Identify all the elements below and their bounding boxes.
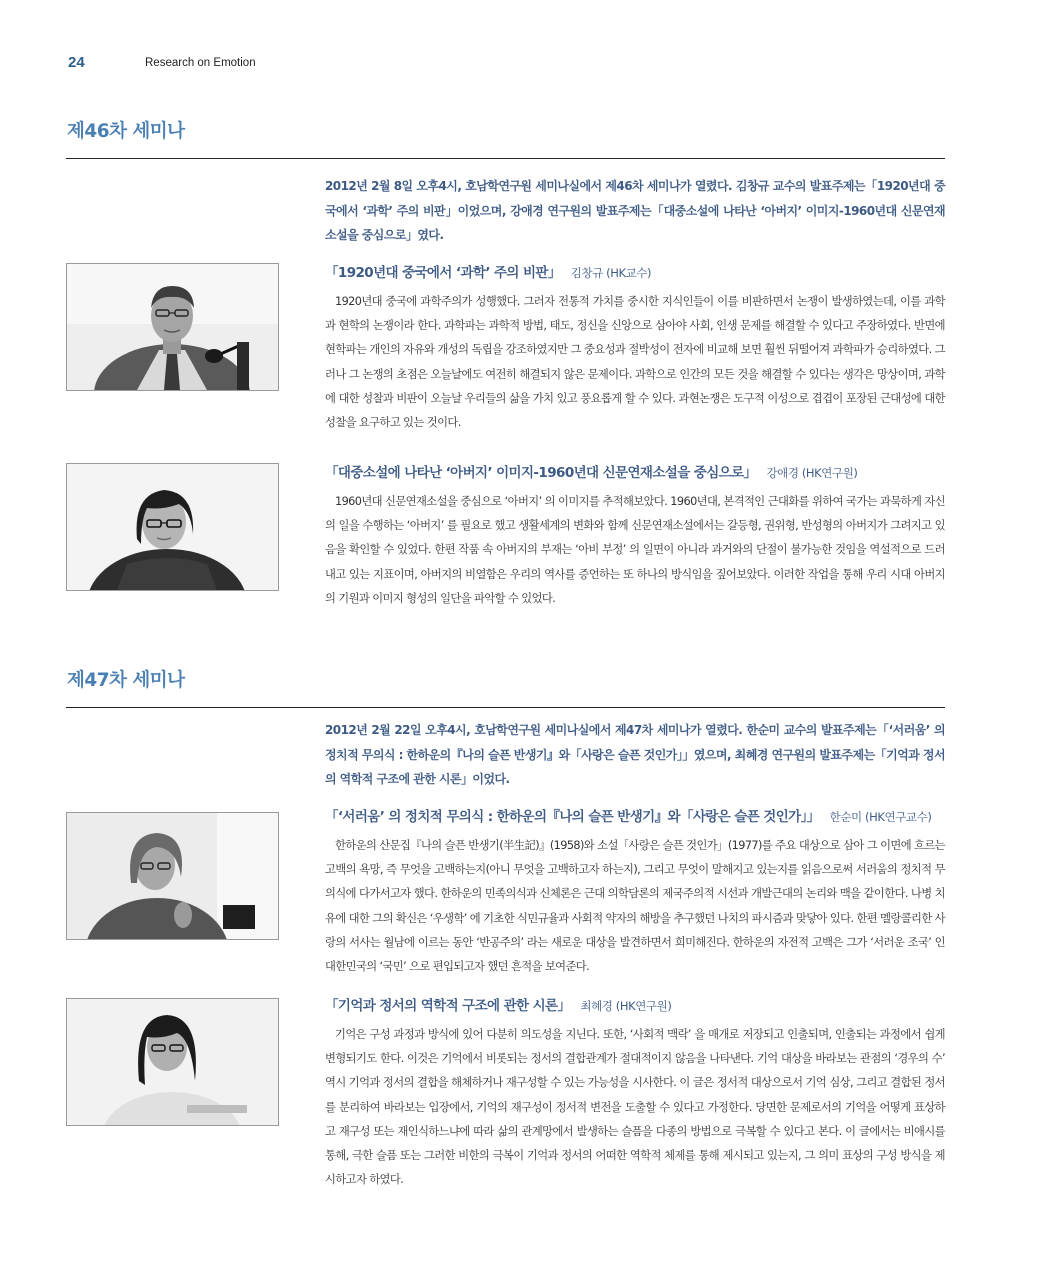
talk-title-text: 「기억과 정서의 역학적 구조에 관한 시론」: [325, 998, 571, 1014]
talk-speaker: 김창규 (HK교수): [570, 266, 652, 280]
talk-title: [325, 263, 955, 283]
talk-title-text: 「1920년대 중국에서 ‘과학’ 주의 비판」: [325, 265, 561, 281]
talk-abstract: 기억은 구성 과정과 방식에 있어 다분히 의도성을 지닌다. 또한, ‘사회적 맥락’ 을 매개로 저장되고 인출되며, 인출되는 과정에서 쉽게 변형되기도 한다. 이것은 기억에서 비롯되는 정서의 결합관계가 절대적이지 않음을 나타낸다. 기억 대상을 바라보는 관점의 ‘경우의 수’ 역시 기억과 정서의 결합을 해체하거나 재구성할 수 있는 가능성을 시사한다. 이 글은 정서적 대상으로서 기억 심상, 그리고 결합된 정서를 분리하여 바라보는 입장에서, 기억의 재구성이 정서적 변전을 도출할 수 있다고 가정한다. 당면한 문제로서의 기억을 어떻게 표상하고 재구성 또는 재인식하느냐에 따라 삶의 관계망에서 발생하는 슬픔을 다종의 방법으로 극복할 수 있다고 본다. 이 글에서는 비애시를 통해, 극한 슬픔 또는 그러한 비한의 극복이 기억과 정서의 어떠한 역학적 체제를 통해 제시되고 있는지, 그 의미 표상의 구성 방식을 제시하고자 하였다.: [325, 1028, 945, 1187]
portrait-woman-speaking-icon: [66, 812, 279, 940]
talk-abstract: 1960년대 신문연재소설을 중심으로 ‘아버지’ 의 이미지를 추적해보았다. 1960년대, 본격적인 근대화를 위하여 국가는 과묵하게 자신의 일을 수행하는 ‘아버지’ 를 필요로 했고 생활세계의 변화와 함께 신문연재소설에서는 갈등형, 권위형, 반성형의 아버지가 그려지고 있음을 확인할 수 있었다. 한편 작품 속 아버지의 부재는 ‘아비 부정’ 의 일면이 아니라 과거와의 단절이 불가능한 것임을 역설적으로 드러내고 있는 지표이며, 아버지의 비열함은 우리의 역사를 증언하는 또 하나의 방식임을 짚어보았다. 이러한 작업을 통해 우리 시대 아버지의 기원과 이미지 형성의 일단을 파악할 수 있었다.: [325, 495, 945, 605]
talk-title: [325, 807, 955, 827]
talk-speaker: 강애경 (HK연구원): [766, 466, 858, 480]
portrait-woman-with-glasses-icon: [66, 463, 279, 591]
talk-abstract: 한하운의 산문집『나의 슬픈 반생기(半生記)』(1958)와 소설「사랑은 슬픈 것인가」(1977)를 주요 대상으로 삼아 그 이면에 흐르는 고백의 욕망, 즉 무엇을 고백하는지(아니 무엇을 고백하고자 하는지), 그리고 무엇이 말해지고 있는지를 읽음으로써 서러움의 정치적 무의식에 다가서고자 했다. 한하운의 민족의식과 신체론은 근대 의학담론의 제국주의적 시선과 개발근대의 논리와 맥을 같이한다. 나병 치유에 대한 그의 확신은 ‘우생학’ 에 기초한 식민규율과 사회적 약자의 해방을 추구했던 나치의 파시즘과 맞닿아 있다. 한편 멜랑콜리한 사랑의 서사는 월남에 이르는 동안 ‘반공주의’ 라는 새로운 대상을 발견하면서 희미해진다. 한하운의 자전적 고백은 그가 ‘서러운 조국’ 인 대한민국의 ‘국민’ 으로 편입되고자 했던 흔적을 보여준다.: [325, 839, 945, 974]
seminar-intro: 2012년 2월 8일 오후4시, 호남학연구원 세미나실에서 제46차 세미나가 열렸다. 김창규 교수의 발표주제는「1920년대 중국에서 ‘과학’ 주의 비판」이었으며, 강애경 연구원의 발표주제는「대중소설에 나타난 ‘아버지’ 이미지-1960년대 신문연재소설을 중심으로」였다.: [325, 179, 945, 242]
portrait-man-with-microphone-icon: [66, 263, 279, 391]
seminar-46-section: [66, 120, 945, 605]
running-title: Research on Emotion: [145, 57, 256, 69]
section-divider: [66, 158, 945, 159]
seminar-47-section: [66, 669, 945, 1187]
section-divider: [66, 707, 945, 708]
section-title: 제47차 세미나: [67, 670, 185, 691]
talk-speaker: 최혜경 (HK연구원): [580, 999, 672, 1013]
talk-title-text: 「‘서러움’ 의 정치적 무의식 : 한하운의『나의 슬픈 반생기』와「사랑은 슬픈 것인가」」: [325, 809, 820, 825]
portrait-woman-reading-icon: [66, 998, 279, 1126]
talk-speaker: 한순미 (HK연구교수): [829, 810, 932, 824]
seminar-intro: 2012년 2월 22일 오후4시, 호남학연구원 세미나실에서 제47차 세미나가 열렸다. 한순미 교수의 발표주제는「‘서러움’ 의 정치적 무의식 : 한하운의『나의 슬픈 반생기』와「사랑은 슬픈 것인가」」였으며, 최혜경 연구원의 발표주제는「기억과 정서의 역학적 구조에 관한 시론」이었다.: [325, 723, 945, 786]
page-number: 24: [68, 54, 85, 71]
section-title: 제46차 세미나: [67, 121, 185, 142]
talk-title-text: 「대중소설에 나타난 ‘아버지’ 이미지-1960년대 신문연재소설을 중심으로」: [325, 465, 757, 481]
talk-title: [325, 463, 955, 483]
talk-abstract: 1920년대 중국에 과학주의가 성행했다. 그러자 전통적 가치를 중시한 지식인들이 이를 비판하면서 논쟁이 발생하였는데, 이를 과학과 현학의 논쟁이라 한다. 과학파는 과학적 방법, 태도, 정신을 신앙으로 삼아야 사회, 인생 문제를 해결할 수 있다고 주장하였다. 반면에 현학파는 개인의 자유와 개성의 독립을 강조하였지만 그 중요성과 절박성이 전자에 비교해 보면 훨씬 뒤떨어져 과학파가 승리하였다. 그러나 그 논쟁의 초점은 오늘날에도 여전히 해결되지 않은 문제이다. 과학으로 인간의 모든 것을 해결할 수 있다는 생각은 망상이며, 과학에 대한 성찰과 비판이 오늘날 우리들의 삶을 가치 있고 풍요롭게 할 수 있다. 과현논쟁은 도구적 이성으로 겹겹이 포장된 근대성에 대한 성찰을 요구하고 있는 것이다.: [325, 295, 945, 430]
talk-title: [325, 996, 955, 1016]
